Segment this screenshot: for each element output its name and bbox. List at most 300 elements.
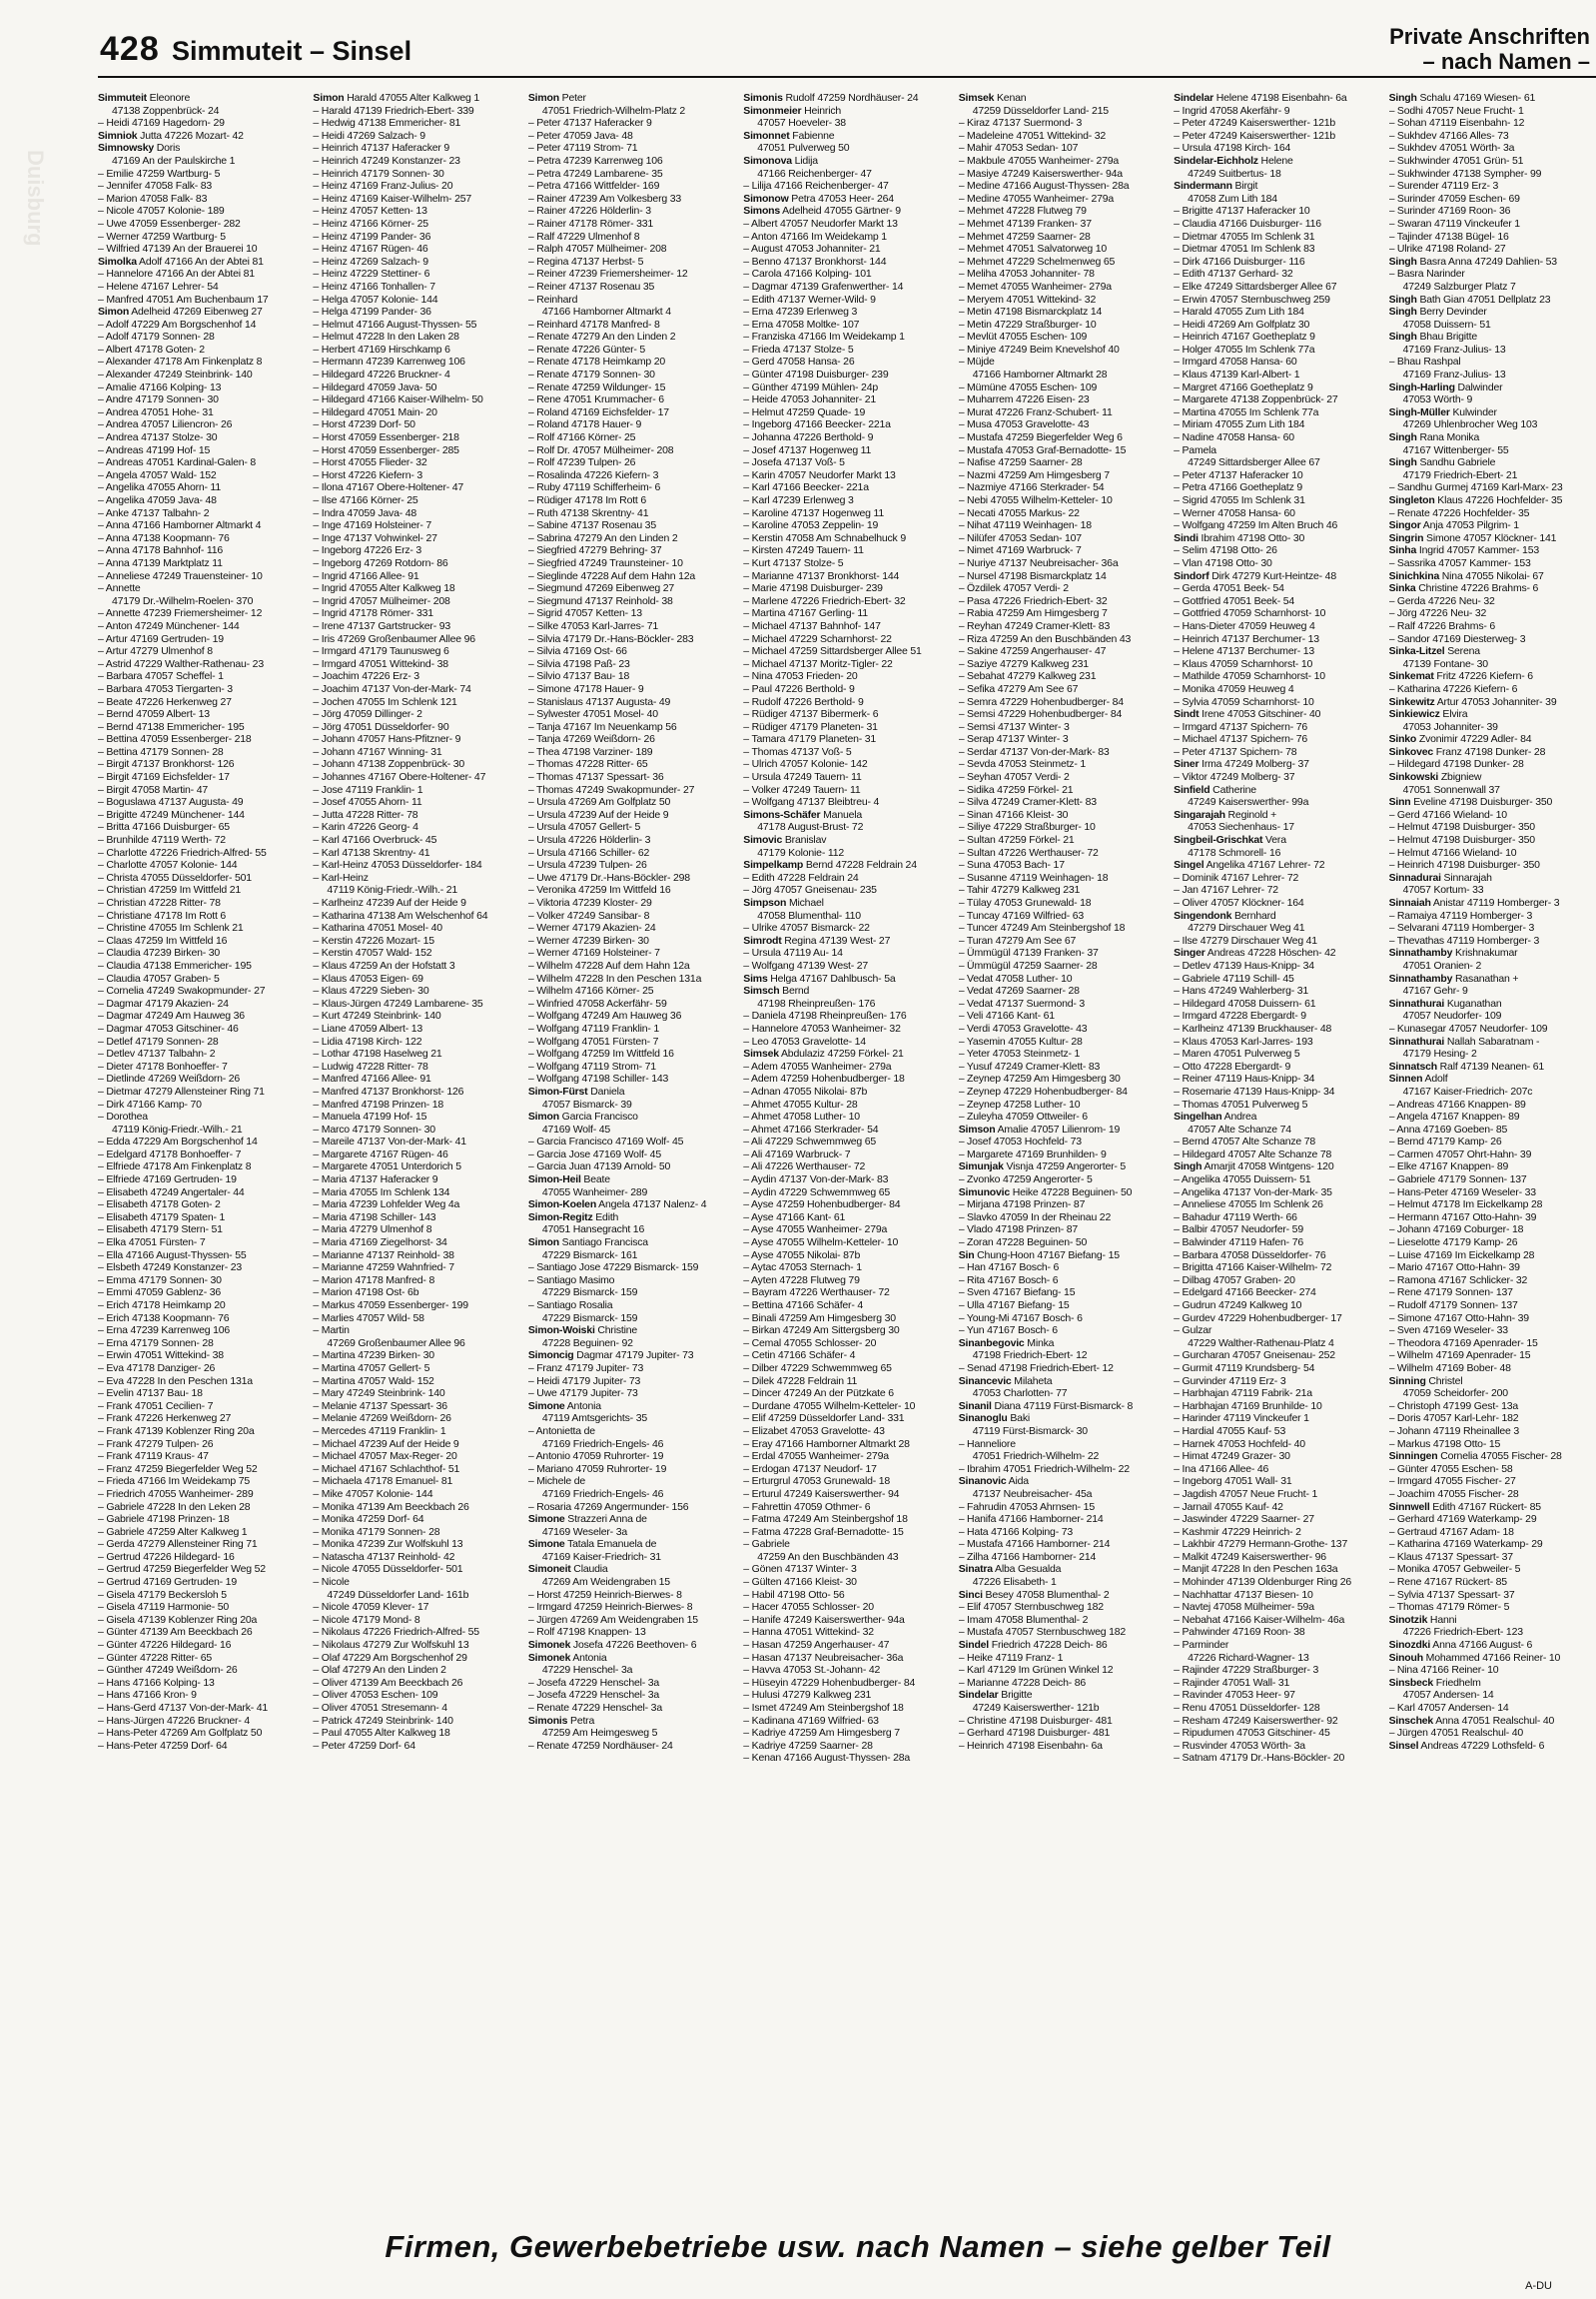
entry-line: – Siliye 47229 Straßburger- 10 [958,821,1096,834]
entry-line: – Werner 47259 Wartburg- 5 [98,230,226,243]
entry-line: 47057 Andersen- 14 [1402,1689,1494,1702]
entry-line: – Barbara 47058 Düsseldorfer- 76 [1174,1248,1326,1261]
entry-line: – Karl 47166 Overbruck- 45 [313,834,437,847]
entry-line: 47269 Am Weidengraben 15 [541,1576,670,1589]
surname: Sinkiewicz [1388,708,1440,721]
entry-line: – Sukhdev 47166 Alles- 73 [1388,129,1509,142]
entry-line: – Alexander 47249 Steinbrink- 140 [98,369,253,382]
entry-line: – Meliha 47053 Johanniter- 78 [958,268,1095,281]
entry-line: – Bhau Rashpal [1388,356,1461,369]
entry-line: – Renate 47179 Sonnen- 30 [527,369,655,382]
section-title [1389,24,1590,74]
entry-line: – Silvia 47179 Dr.-Hans-Böckler- 283 [527,632,694,645]
entry-line: Sinnwell Edith 47167 Rückert- 85 [1388,1500,1541,1513]
entry-line: – Nina 47053 Frieden- 20 [743,670,858,683]
entry-line: – Sultan 47259 Förkel- 21 [958,834,1075,847]
entry-line: – Tuncay 47169 Wilfried- 63 [958,909,1085,922]
surname: Sindel [958,1639,990,1652]
entry-line: – Maria 47055 Im Schlenk 134 [313,1185,450,1198]
entry-line: – Ursula 47166 Schiller- 62 [527,846,650,859]
entry-line: – Dilek 47228 Feldrain 11 [743,1374,858,1387]
directory-columns [98,92,1592,2149]
entry-line: – Rosemarie 47139 Haus-Knipp- 34 [1174,1085,1335,1098]
surname: Simon [313,92,345,104]
entry-line: – Garcia Jose 47169 Wolf- 45 [527,1148,661,1160]
entry-line: – Hans-Peter 47269 Am Golfplatz 50 [98,1727,263,1740]
entry-line: – Mirjana 47198 Prinzen- 87 [958,1198,1086,1211]
entry-line: – Sylvia 47137 Spessart- 37 [1388,1588,1515,1601]
entry-line: – Hedwig 47138 Emmericher- 81 [313,117,461,130]
surname: Simon-Heil [527,1173,581,1186]
entry-line: – Charlotte 47226 Friedrich-Alfred- 55 [98,846,267,859]
entry-line: – Martina 47057 Gellert- 5 [313,1361,430,1374]
entry-line: – Johanna 47226 Berthold- 9 [743,431,874,444]
entry-line: – Wolfgang 47259 Im Alten Bruch 46 [1174,519,1338,532]
entry-line: – Hans 47166 Kron- 9 [98,1689,197,1702]
entry-line: – Gülten 47166 Kleist- 30 [743,1576,857,1589]
entry-line: – Nilüfer 47053 Sedan- 107 [958,531,1082,544]
entry-line: – Selim 47198 Otto- 26 [1174,544,1277,557]
entry-line: – Heinrich 47167 Goetheplatz 9 [1174,331,1315,344]
entry-line: Simunovic Heike 47228 Beguinen- 50 [958,1185,1133,1198]
surname: Simnowsky [98,142,154,155]
surname: Sinkemat [1388,670,1434,683]
entry-line: – Margarete 47169 Brunhilden- 9 [958,1148,1107,1160]
entry-line: – Hulusi 47279 Kalkweg 231 [743,1689,872,1702]
entry-line: – Astrid 47229 Walther-Rathenau- 23 [98,657,264,670]
entry-line: Simmuteit Eleonore [98,92,191,104]
entry-line: – Yun 47167 Bosch- 6 [958,1324,1058,1337]
entry-line: – Wolfgang 47198 Schiller- 143 [527,1073,669,1086]
entry-line: – Manfred 47166 Allee- 91 [313,1073,431,1086]
entry-line: Singh Amarjit 47058 Wintgens- 120 [1174,1160,1334,1173]
entry-line: – Siegfried 47249 Traunsteiner- 10 [527,556,683,569]
entry-line: – Veli 47166 Kant- 61 [958,1010,1055,1023]
entry-line: – Jürgen 47269 Am Weidengraben 15 [527,1613,698,1626]
entry-line: – Maria 47279 Ulmenhof 8 [313,1223,432,1236]
entry-line: Sinfield Catherine [1174,783,1256,796]
entry-line: – Josefa 47229 Henschel- 3a [527,1676,660,1689]
entry-line: Sinnaiah Anistar 47119 Homberger- 3 [1388,897,1560,909]
surname: Sinnathurai [1388,1035,1445,1048]
entry-line: – Wilfried 47139 An der Brauerei 10 [98,243,258,256]
entry-line: – Werner 47179 Akazien- 24 [527,922,656,935]
entry-line: – Ulla 47167 Biefang- 15 [958,1299,1070,1311]
entry-line: – Ingrid 47178 Römer- 331 [313,607,433,620]
entry-line: – Ursula 47249 Tauern- 11 [743,771,862,784]
entry-line: – Gönen 47137 Winter- 3 [743,1563,857,1576]
entry-line: – Heinz 47199 Pander- 36 [313,230,431,243]
entry-line: – Hasan 47137 Neubreisacher- 36a [743,1651,904,1664]
entry-line: – Hanifa 47166 Hamborner- 214 [958,1513,1104,1526]
entry-line: – Martina 47239 Birken- 30 [313,1349,434,1362]
entry-line: – Edith 47137 Werner-Wild- 9 [743,293,876,306]
entry-line: – Tülay 47053 Grunewald- 18 [958,897,1092,909]
entry-line: Simone Strazzeri Anna de [527,1513,647,1526]
entry-line: – Jose 47119 Franklin- 1 [313,783,423,796]
entry-line: – Fahrudin 47053 Ahrnsen- 15 [958,1500,1095,1513]
entry-line: Sinkemat Fritz 47226 Kiefern- 6 [1388,670,1533,683]
entry-line: – Ralf 47226 Brahms- 6 [1388,619,1496,632]
entry-line: – Rüdiger 47178 Im Rott 6 [527,494,646,506]
entry-line: Simpson Michael [743,897,824,909]
entry-line: – Uwe 47059 Essenberger- 282 [98,217,241,230]
entry-line: – Mario 47167 Otto-Hahn- 39 [1388,1261,1520,1274]
entry-line: Sindelar Brigitte [958,1689,1033,1702]
surname: Singh [1388,331,1417,344]
column-2 [313,92,515,2149]
entry-line: – Elisabeth 47179 Spaten- 1 [98,1210,226,1223]
entry-line: – Irmgard 47055 Fischer- 27 [1388,1475,1516,1488]
entry-line: – Helene 47137 Berchumer- 13 [1174,645,1315,658]
entry-line: – Karlheinz 47139 Bruckhauser- 48 [1174,1022,1332,1035]
entry-line: – Resham 47249 Kaiserswerther- 92 [1174,1714,1338,1727]
surname: Simon-Koelen [527,1198,597,1211]
entry-line: – Katharina 47138 Am Welschenhof 64 [313,909,488,922]
entry-line: – Gerd 47166 Wieland- 10 [1388,808,1507,821]
entry-line: – Gabriele 47228 In den Leken 28 [98,1500,251,1513]
entry-line: – Brunhilde 47119 Werth- 72 [98,834,226,847]
entry-line: – Serdar 47137 Von-der-Mark- 83 [958,745,1110,758]
entry-line: – Rüdiger 47137 Bibermerk- 6 [743,708,879,721]
entry-line: – Hermann 47167 Otto-Hahn- 39 [1388,1210,1537,1223]
entry-line: – Swaran 47119 Vinckeufer 1 [1388,217,1520,230]
entry-line: – Hans-Peter 47169 Weseler- 33 [1388,1185,1536,1198]
entry-line: – Adem 47055 Wanheimer- 279a [743,1060,892,1073]
entry-line: – Gabriele 47119 Schill- 45 [1174,972,1294,985]
entry-line: Singelhan Andrea [1174,1111,1257,1124]
entry-line: – Hacer 47055 Schlosser- 20 [743,1601,874,1614]
entry-line: – Riza 47259 An den Buschbänden 43 [958,632,1132,645]
entry-line: – Pamela [1174,443,1216,456]
entry-line: – Mustafa 47166 Hamborner- 214 [958,1538,1111,1551]
entry-line: 47051 Hansegracht 16 [541,1223,645,1236]
surname: Sinotzik [1388,1613,1428,1626]
entry-line: – Uwe 47179 Jupiter- 73 [527,1387,638,1400]
surname: Sinouh [1388,1651,1423,1664]
entry-line: Singrin Simone 47057 Klöckner- 141 [1388,531,1557,544]
entry-line: – Inge 47137 Vohwinkel- 27 [313,531,437,544]
entry-line: 47249 Kaiserswerther- 99a [1188,796,1309,809]
entry-line: – Heinrich 47137 Berchumer- 13 [1174,632,1319,645]
entry-line: – Gudrun 47249 Kalkweg 10 [1174,1299,1302,1311]
entry-line: – Dagmar 47249 Am Hauweg 36 [98,1010,245,1023]
entry-line: – Katharina 47051 Mosel- 40 [313,922,442,935]
entry-line: – Franz 47179 Jupiter- 73 [527,1361,644,1374]
entry-line: – Heinz 47229 Stettiner- 6 [313,268,430,281]
entry-line: – Holger 47055 Im Schlenk 77a [1174,343,1315,356]
entry-line: – Michaela 47178 Emanuel- 81 [313,1475,453,1488]
entry-line: – Rajinder 47051 Wall- 31 [1174,1676,1290,1689]
entry-line: – Cornelia 47249 Swakopmunder- 27 [98,985,266,998]
entry-line: – Jaswinder 47229 Saarner- 27 [1174,1513,1314,1526]
entry-line: – Binali 47259 Am Himgesberg 30 [743,1311,896,1324]
surname: Sinkowski [1388,771,1439,784]
entry-line: Simonow Petra 47053 Heer- 264 [743,192,894,205]
entry-line: – Rudolf 47226 Berthold- 9 [743,695,864,708]
column-4 [743,92,946,2149]
entry-line: – Mike 47057 Kolonie- 144 [313,1487,433,1500]
column-3 [528,92,731,2149]
entry-line: – Erich 47178 Heimkamp 20 [98,1299,226,1311]
surname: Sinha [1388,544,1417,557]
surname: Sinsel [1388,1739,1419,1752]
entry-line: – Claas 47259 Im Wittfeld 16 [98,934,228,947]
entry-line: – Klaus 47053 Karl-Jarres- 193 [1174,1035,1313,1048]
surname: Sin [958,1248,975,1261]
entry-line: – Madeleine 47051 Wittekind- 32 [958,129,1107,142]
entry-line: – Verdi 47053 Gravelotte- 43 [958,1022,1088,1035]
entry-line: – Kerstin 47058 Am Schnabelhuck 9 [743,531,906,544]
entry-line: – Hildegard 47166 Kaiser-Wilhelm- 50 [313,393,483,406]
entry-line: – Imam 47058 Blumenthal- 2 [958,1613,1089,1626]
entry-line: – Ulrike 47057 Bismarck- 22 [743,922,870,935]
surname: Simunjak [958,1160,1004,1173]
entry-line: – Gerhard 47169 Waterkamp- 29 [1388,1513,1537,1526]
entry-line: – Horst 47259 Heinrich-Bierwes- 8 [527,1588,682,1601]
surname: Sinci [958,1588,983,1601]
entry-line: – Mehmet 47051 Salvatorweg 10 [958,243,1107,256]
entry-line: – Elfriede 47178 Am Finkenplatz 8 [98,1160,252,1173]
entry-line: – Ripudumen 47053 Gitschiner- 45 [1174,1727,1330,1740]
entry-line: – Pasa 47226 Friedrich-Ebert- 32 [958,594,1108,607]
entry-line: Sindelar Helene 47198 Eisenbahn- 6a [1174,92,1347,104]
entry-line: – Irmgard 47058 Hansa- 60 [1174,356,1297,369]
entry-line: Singendonk Bernhard [1174,909,1276,922]
surname: Simon [527,1236,559,1249]
entry-line: – Elisabeth 47249 Angertaler- 44 [98,1185,245,1198]
entry-line: – Ilse 47166 Körner- 25 [313,494,418,506]
entry-line: – Anke 47137 Talbahn- 2 [98,506,210,519]
entry-line: – Edith 47137 Gerhard- 32 [1174,268,1293,281]
entry-line: – Elka 47051 Fürsten- 7 [98,1236,206,1249]
entry-line: – Hildegard 47226 Bruckner- 4 [313,369,450,382]
entry-line: – Thea 47198 Varziner- 189 [527,745,653,758]
surname: Sinningen [1388,1450,1438,1463]
entry-line: – Turan 47279 Am See 67 [958,934,1077,947]
entry-line: – Sieglinde 47228 Auf dem Hahn 12a [527,569,696,582]
entry-line: – Santiago Rosalia [527,1299,613,1311]
surname: Simone [527,1513,565,1526]
surname: Singh [1388,306,1417,319]
entry-line: – Gertrud 47226 Hildegard- 16 [98,1550,235,1563]
entry-line: – Edith 47228 Feldrain 24 [743,871,859,884]
entry-line: – Serap 47137 Winter- 3 [958,733,1069,746]
entry-line: Sindelar-Eichholz Helene [1174,154,1293,167]
entry-line: Sinkowski Zbigniew [1388,771,1482,784]
entry-line: – Dirk 47166 Kamp- 70 [98,1098,202,1111]
entry-line: – Dorothea [98,1111,148,1124]
entry-line: – Klaus 47259 An der Hofstatt 3 [313,959,455,972]
entry-line: – Günther 47249 Weißdorn- 26 [98,1664,238,1677]
entry-line: – Heinrich 47249 Konstanzer- 23 [313,154,460,167]
entry-line: – Fahrettin 47059 Othmer- 6 [743,1500,871,1513]
entry-line: – Heinz 47166 Körner- 25 [313,217,428,230]
entry-line: – Renu 47051 Düsseldorfer- 128 [1174,1702,1320,1714]
entry-line: – Hildegard 47051 Main- 20 [313,405,437,418]
entry-line: Sinka-Litzel Serena [1388,645,1480,658]
column-6 [1174,92,1376,2149]
entry-line: Sinancevic Milaheta [958,1374,1053,1387]
entry-line: – Nuriye 47137 Neubreisacher- 36a [958,556,1119,569]
entry-line: – Karl 47138 Skrentny- 41 [313,846,430,859]
entry-line: – Elisabeth 47179 Stern- 51 [98,1223,223,1236]
entry-line: Simone Antonia [527,1399,601,1412]
entry-line: – Bayram 47226 Werthauser- 72 [743,1286,890,1299]
entry-line: 47179 Hesing- 2 [1402,1048,1477,1061]
entry-line: – Durdane 47055 Wilhelm-Ketteler- 10 [743,1399,916,1412]
entry-line: – Christiane 47178 Im Rott 6 [98,909,227,922]
entry-line: – Mustafa 47057 Sternbuschweg 182 [958,1626,1127,1639]
entry-line: – Mehmet 47228 Flutweg 79 [958,205,1087,218]
surname: Simolka [98,255,137,268]
entry-line: 47169 Franz-Julius- 13 [1402,343,1506,356]
entry-line: – Rainer 47178 Römer- 331 [527,217,654,230]
entry-line: Sinsbeck Friedhelm [1388,1676,1481,1689]
entry-line: Simone Tatala Emanuela de [527,1538,657,1551]
entry-line: – Thomas 47051 Pulverweg 5 [1174,1098,1308,1111]
entry-line: 47249 Suitbertus- 18 [1188,167,1281,180]
entry-line: – Gertrud 47259 Biegerfelder Weg 52 [98,1563,266,1576]
entry-line: Simon Santiago Francisca [527,1236,648,1249]
entry-line: – Nicole 47055 Düsseldorfer- 501 [313,1563,463,1576]
surname: Singer [1174,947,1205,960]
entry-line: – Günter 47226 Hildegard- 16 [98,1639,232,1652]
entry-line: – Sohan 47119 Eisenbahn- 12 [1388,117,1525,130]
entry-line: 47058 Duissern- 51 [1402,318,1491,331]
entry-line: – Parminder [1174,1639,1229,1652]
entry-line: – Claudia 47239 Birken- 30 [98,947,221,960]
entry-line: – Liane 47059 Albert- 13 [313,1022,423,1035]
entry-line: – Elfriede 47169 Gertruden- 19 [98,1173,237,1186]
surname: Singel [1174,859,1204,872]
surname: Simonnet [743,129,790,142]
entry-line: – Dincer 47249 An der Pützkate 6 [743,1387,894,1400]
entry-line: – Tajinder 47138 Bügel- 16 [1388,230,1509,243]
entry-line: Sinnen Adolf [1388,1073,1448,1086]
entry-line: Simon-Koelen Angela 47137 Nalenz- 4 [527,1198,707,1211]
entry-line: Singh Schalu 47169 Wiesen- 61 [1388,92,1536,104]
entry-line: – Memet 47055 Wanheimer- 279a [958,280,1112,293]
entry-line: – Garcia Francisco 47169 Wolf- 45 [527,1136,684,1149]
entry-line: – Wilhelm 47228 In den Peschen 131a [527,972,702,985]
entry-line: 47198 Friedrich-Ebert- 12 [972,1349,1088,1362]
entry-line: – Mustafa 47053 Graf-Bernadotte- 15 [958,443,1127,456]
entry-line: – Vedat 47137 Suermond- 3 [958,997,1086,1010]
entry-line: – Frank 47139 Koblenzer Ring 20a [98,1424,255,1437]
entry-line: – Josef 47053 Hochfeld- 73 [958,1136,1082,1149]
entry-line: Simon-Regitz Edith [527,1210,619,1223]
entry-line: – Karoline 47053 Zeppelin- 19 [743,519,879,532]
entry-line: – Horst 47226 Kiefern- 3 [313,468,423,481]
surname: Sinnatsch [1388,1060,1437,1073]
entry-line: Singh-Harling Dalwinder [1388,381,1503,393]
name-range: Simmuteit – Sinsel [172,36,412,66]
entry-line: – Gisela 47139 Koblenzer Ring 20a [98,1613,258,1626]
surname: Simpson [743,897,787,909]
entry-line: – Hans-Jürgen 47226 Bruckner- 4 [98,1714,250,1727]
entry-line: 47053 Wörth- 9 [1402,393,1473,406]
entry-line: – Silke 47053 Karl-Jarres- 71 [527,619,659,632]
entry-line: – Jutta 47228 Ritter- 78 [313,808,418,821]
surname: Sinsbeck [1388,1676,1434,1689]
entry-line: 47166 Hamborner Altmarkt 28 [972,369,1108,382]
entry-line: – Suna 47053 Bach- 17 [958,859,1065,872]
entry-line: – Rusvinder 47053 Wörth- 3a [1174,1739,1305,1752]
entry-line: 47058 Blumenthal- 110 [757,909,861,922]
entry-line: – Josef 47137 Hogenweg 11 [743,443,872,456]
entry-line: Sinkiewicz Elvira [1388,708,1468,721]
entry-line: – Zilha 47166 Hamborner- 214 [958,1550,1097,1563]
entry-line: Simonnet Fabienne [743,129,835,142]
surname: Sinkewitz [1388,695,1435,708]
entry-line: – Hasan 47259 Angerhauser- 47 [743,1639,890,1652]
entry-line: – Johannes 47167 Obere-Holtener- 47 [313,771,486,784]
entry-line: – Himat 47249 Grazer- 30 [1174,1450,1290,1463]
entry-line: – Irmgard 47259 Heinrich-Bierwes- 8 [527,1601,693,1614]
entry-line: – Ayse 47055 Nikolai- 87b [743,1248,861,1261]
entry-line: Simpelkamp Bernd 47228 Feldrain 24 [743,859,917,872]
entry-line: Simons-Schäfer Manuela [743,808,863,821]
entry-line: – Thomas 47249 Swakopmunder- 27 [527,783,695,796]
entry-line: – Ursula 47269 Am Golfplatz 50 [527,796,671,809]
entry-line: – Kerstin 47226 Mozart- 15 [313,934,434,947]
entry-line: – Elke 47167 Knappen- 89 [1388,1160,1509,1173]
entry-line: – Ibrahim 47051 Friedrich-Wilhelm- 22 [958,1462,1130,1475]
entry-line: – Dagmar 47053 Gitschiner- 46 [98,1022,239,1035]
entry-line: – Christian 47259 Im Wittfeld 21 [98,884,242,897]
entry-line: – Ramona 47167 Schlicker- 32 [1388,1273,1528,1286]
entry-line: – Ingrid 47055 Alter Kalkweg 18 [313,582,455,595]
entry-line: – Jörg 47059 Dillinger- 2 [313,708,422,721]
entry-line: – Renate 47226 Hochfelder- 35 [1388,506,1530,519]
entry-line: – Eray 47166 Hamborner Altmarkt 28 [743,1437,910,1450]
entry-line: – Gulzar [1174,1324,1212,1337]
surname: Simon-Regitz [527,1210,593,1223]
entry-line: 47137 Neubreisacher- 45a [972,1487,1093,1500]
surname: Simoncig [527,1349,574,1362]
entry-line: – Friedrich 47055 Wanheimer- 289 [98,1487,254,1500]
entry-line: 47226 Richard-Wagner- 13 [1188,1651,1309,1664]
surname: Simoneit [527,1563,571,1576]
entry-line: – Peter 47259 Dorf- 64 [313,1739,415,1752]
entry-line: 47051 Pulverweg 50 [757,142,850,155]
entry-line: – Makbule 47055 Wanheimer- 279a [958,154,1120,167]
surname: Simsek [743,1048,779,1061]
entry-line: – Claudia 47166 Duisburger- 116 [1174,217,1321,230]
entry-line: – Nikolaus 47226 Friedrich-Alfred- 55 [313,1626,479,1639]
entry-line: – Nina 47166 Reiner- 10 [1388,1664,1499,1677]
entry-line: – Irmgard 47137 Spichern- 76 [1174,720,1308,733]
entry-line: – Hata 47166 Kolping- 73 [958,1525,1073,1538]
entry-line: Singh Basra Anna 47249 Dahlien- 53 [1388,255,1557,268]
page-header [0,0,1596,74]
entry-line: – Werner 47239 Birken- 30 [527,934,649,947]
entry-line: – Oliver 47051 Stresemann- 4 [313,1702,447,1714]
entry-line: – Nachhattar 47137 Biesen- 10 [1174,1588,1313,1601]
entry-line: – Helmut 47178 Im Eickelkamp 28 [1388,1198,1543,1211]
entry-line: 47057 Kortum- 33 [1402,884,1484,897]
entry-line: Simonis Rudolf 47259 Nordhäuser- 24 [743,92,919,104]
entry-line: – Kadinana 47169 Wilfried- 63 [743,1714,879,1727]
entry-line: – Santiago Masimo [527,1273,615,1286]
entry-line: – Sandor 47169 Diesterweg- 3 [1388,632,1526,645]
surname: Simon [98,306,130,319]
entry-line: – Erdal 47055 Wanheimer- 279a [743,1450,889,1463]
entry-line: – Ralf 47229 Ulmenhof 8 [527,230,640,243]
entry-line: – Marion 47178 Manfred- 8 [313,1273,435,1286]
entry-line: – Helmut 47198 Duisburger- 350 [1388,834,1535,847]
